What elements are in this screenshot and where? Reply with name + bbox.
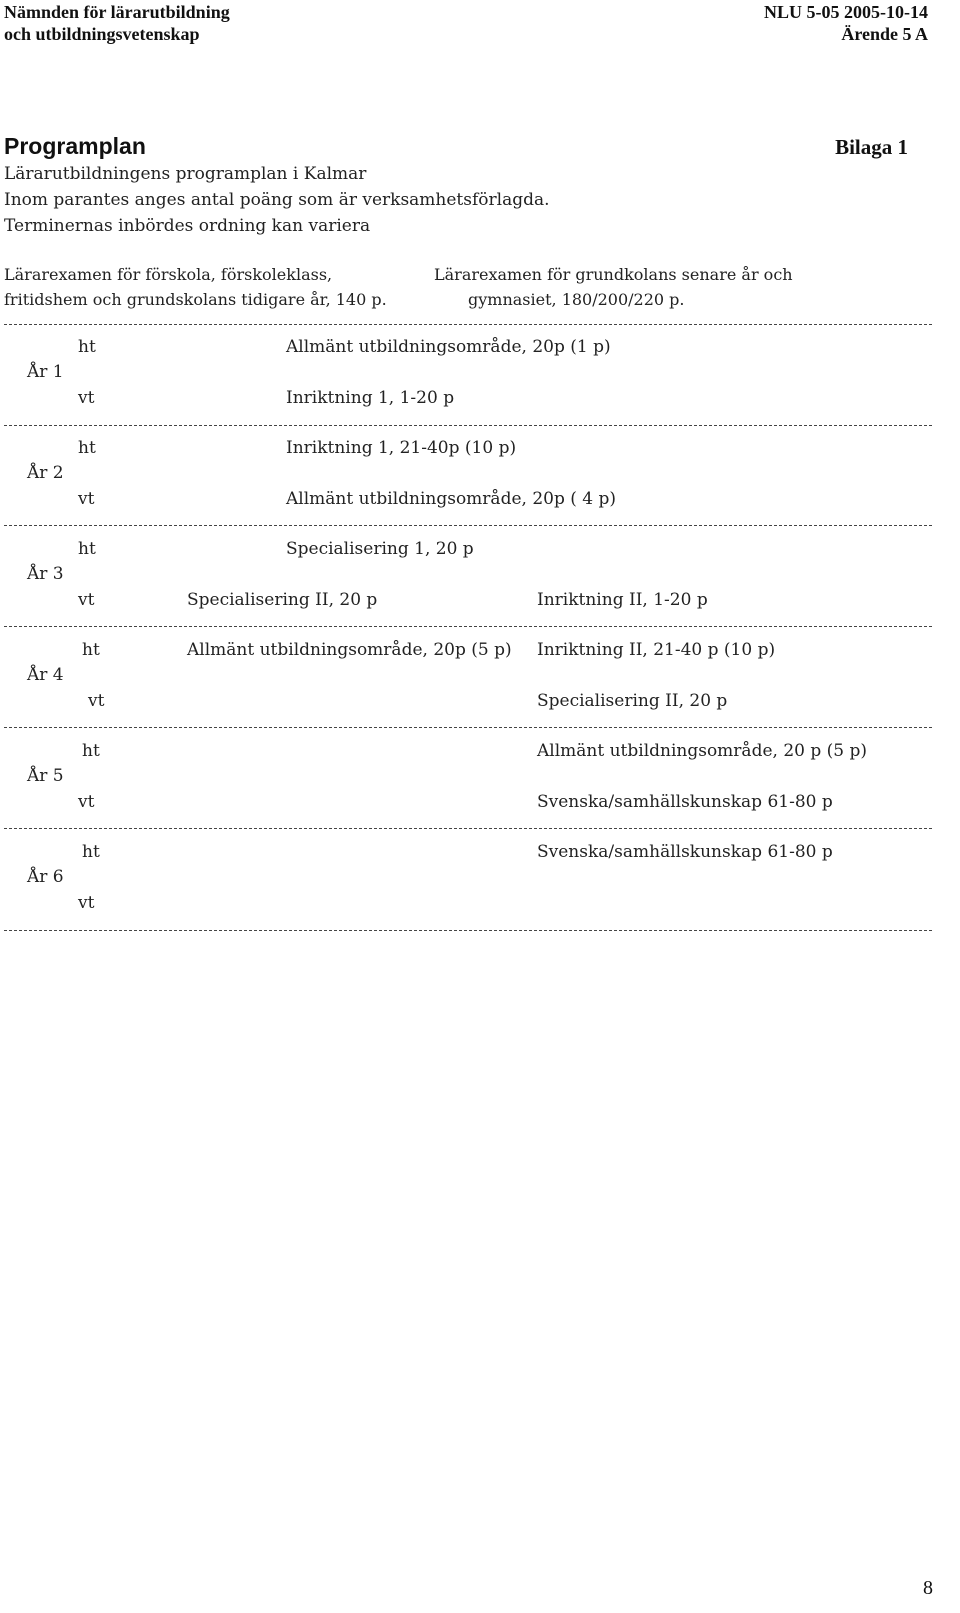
course-cell: Inriktning 1, 1-20 p [286,388,455,408]
agenda-item: Ärende 5 A [841,24,928,44]
exam-left-line1: Lärarexamen för förskola, förskoleklass, [4,265,333,284]
document-reference: NLU 5-05 2005-10-14 [764,2,928,22]
page-title: Programplan [4,133,146,159]
course-cell: Allmänt utbildningsområde, 20p ( 4 p) [286,489,617,509]
exam-right-line2: gymnasiet, 180/200/220 p. [468,290,685,309]
year-label: År 1 [27,362,64,382]
divider [4,626,932,627]
year-label: År 6 [27,867,64,887]
course-cell: Inriktning II, 1-20 p [537,590,708,610]
term-vt: vt [78,590,95,610]
year-label: År 3 [27,564,64,584]
divider [4,727,932,728]
course-cell: Inriktning II, 21-40 p (10 p) [537,640,776,660]
divider [4,828,932,829]
course-cell: Specialisering II, 20 p [537,691,728,711]
term-ht: ht [78,438,96,458]
course-cell: Svenska/samhällskunskap 61-80 p [537,842,833,862]
divider [4,525,932,526]
divider [4,930,932,931]
course-cell: Specialisering 1, 20 p [286,539,474,559]
intro-line-1: Lärarutbildningens programplan i Kalmar [4,164,367,184]
course-cell: Svenska/samhällskunskap 61-80 p [537,792,833,812]
exam-right-line1: Lärarexamen för grundkolans senare år och [434,265,793,284]
term-vt: vt [88,691,105,711]
course-cell: Allmänt utbildningsområde, 20 p (5 p) [537,741,868,761]
committee-name-line2: och utbildningsvetenskap [4,24,200,44]
year-label: År 2 [27,463,64,483]
course-cell: Specialisering II, 20 p [187,590,378,610]
term-vt: vt [78,893,95,913]
term-vt: vt [78,388,95,408]
year-label: År 5 [27,766,64,786]
term-vt: vt [78,792,95,812]
term-vt: vt [78,489,95,509]
committee-name-line1: Nämnden för lärarutbildning [4,2,230,22]
appendix-label: Bilaga 1 [835,135,908,159]
term-ht: ht [82,640,100,660]
term-ht: ht [82,741,100,761]
course-cell: Inriktning 1, 21-40p (10 p) [286,438,517,458]
divider [4,324,932,325]
page-number: 8 [923,1577,933,1599]
term-ht: ht [78,337,96,357]
course-cell: Allmänt utbildningsområde, 20p (5 p) [187,640,512,660]
intro-line-2: Inom parantes anges antal poäng som är verksamhetsförlagda. [4,190,550,210]
term-ht: ht [78,539,96,559]
divider [4,425,932,426]
intro-line-3: Terminernas inbördes ordning kan variera [4,216,371,236]
year-label: År 4 [27,665,64,685]
term-ht: ht [82,842,100,862]
course-cell: Allmänt utbildningsområde, 20p (1 p) [286,337,611,357]
exam-left-line2: fritidshem och grundskolans tidigare år, 140 p. [4,290,387,309]
